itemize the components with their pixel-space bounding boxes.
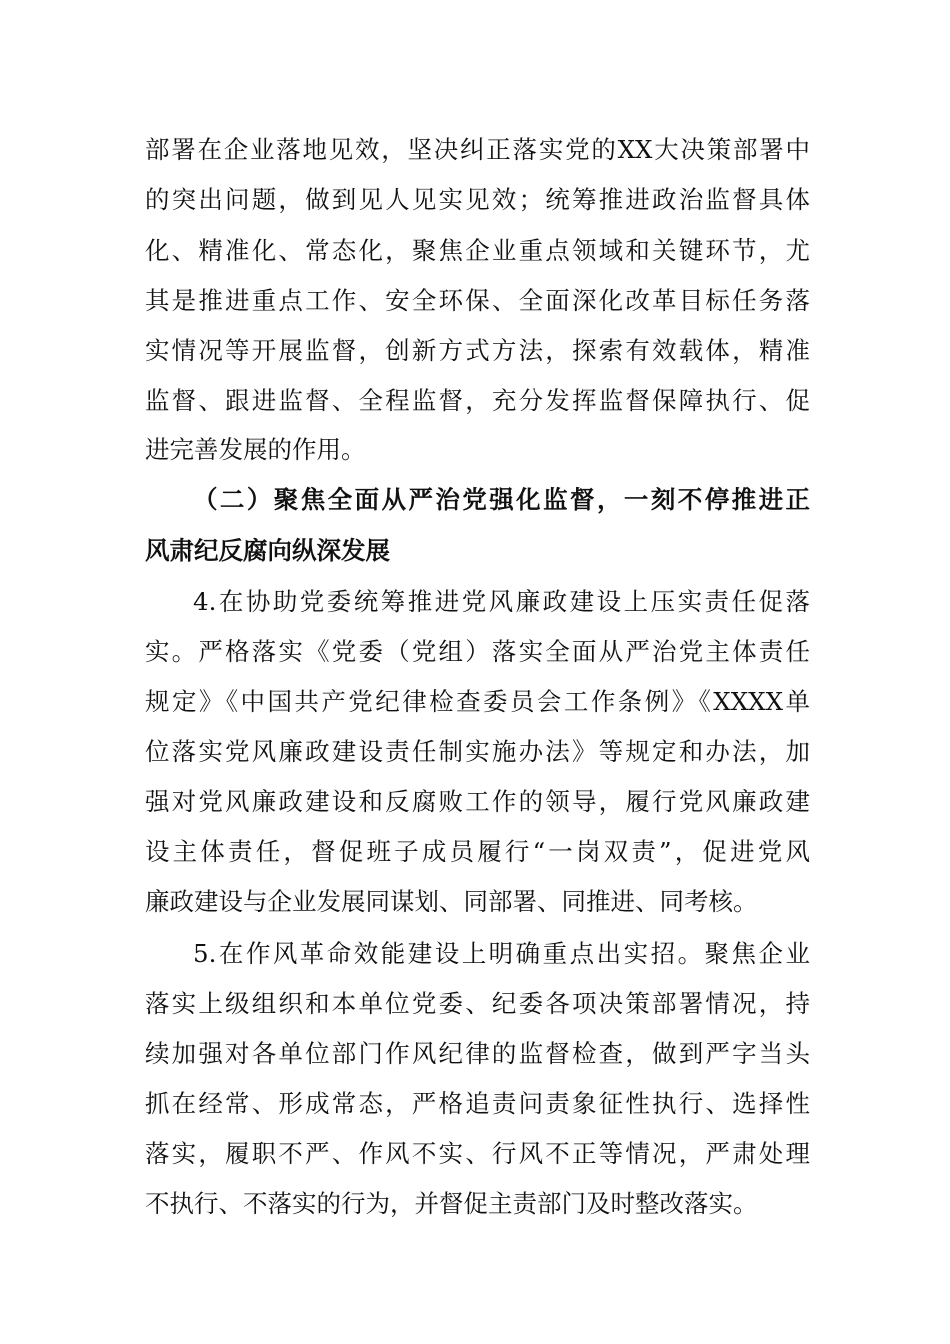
paragraph-line: 的突出问题，做到见人见实见效；统筹推进政治监督具体 bbox=[145, 185, 810, 214]
paragraph-line: 廉政建设与企业发展同谋划、同部署、同推进、同考核。 bbox=[145, 887, 758, 916]
paragraph-line: 强对党风廉政建设和反腐败工作的领导，履行党风廉政建 bbox=[145, 787, 810, 816]
paragraph-line: 进完善发展的作用。 bbox=[145, 435, 366, 464]
paragraph-line: 落实上级组织和本单位党委、纪委各项决策部署情况，持 bbox=[145, 989, 810, 1018]
paragraph-line: 监督、跟进监督、全程监督，充分发挥监督保障执行、促 bbox=[145, 386, 810, 415]
paragraph-line: 实情况等开展监督，创新方式方法，探索有效载体，精准 bbox=[145, 336, 810, 365]
paragraph-line: 落实，履职不严、作风不实、行风不正等情况，严肃处理 bbox=[145, 1139, 810, 1168]
paragraph-line: 实。严格落实《党委（党组）落实全面从严治党主体责任 bbox=[145, 637, 810, 666]
paragraph-line: 抓在经常、形成常态，严格追责问责象征性执行、选择性 bbox=[145, 1089, 810, 1118]
paragraph-line: 其是推进重点工作、安全环保、全面深化改革目标任务落 bbox=[145, 286, 810, 315]
section-heading: 风肃纪反腐向纵深发展 bbox=[145, 536, 390, 565]
paragraph-line: 化、精准化、常态化，聚焦企业重点领域和关键环节，尤 bbox=[145, 236, 810, 265]
paragraph-line: 4.在协助党委统筹推进党风廉政建设上压实责任促落 bbox=[193, 587, 810, 616]
paragraph-line: 设主体责任，督促班子成员履行“一岗双责”，促进党风 bbox=[145, 837, 810, 866]
paragraph-line: 续加强对各单位部门作风纪律的监督检查，做到严字当头 bbox=[145, 1039, 810, 1068]
paragraph-line: 规定》《中国共产党纪律检查委员会工作条例》《XXXX单 bbox=[145, 687, 810, 716]
paragraph-line: 5.在作风革命效能建设上明确重点出实招。聚焦企业 bbox=[193, 939, 810, 968]
paragraph-line: 部署在企业落地见效，坚决纠正落实党的XX大决策部署中 bbox=[145, 135, 810, 164]
paragraph-line: 位落实党风廉政建设责任制实施办法》等规定和办法，加 bbox=[145, 737, 810, 766]
paragraph-line: 不执行、不落实的行为，并督促主责部门及时整改落实。 bbox=[145, 1189, 758, 1218]
section-heading: （二）聚焦全面从严治党强化监督，一刻不停推进正 bbox=[193, 485, 810, 514]
